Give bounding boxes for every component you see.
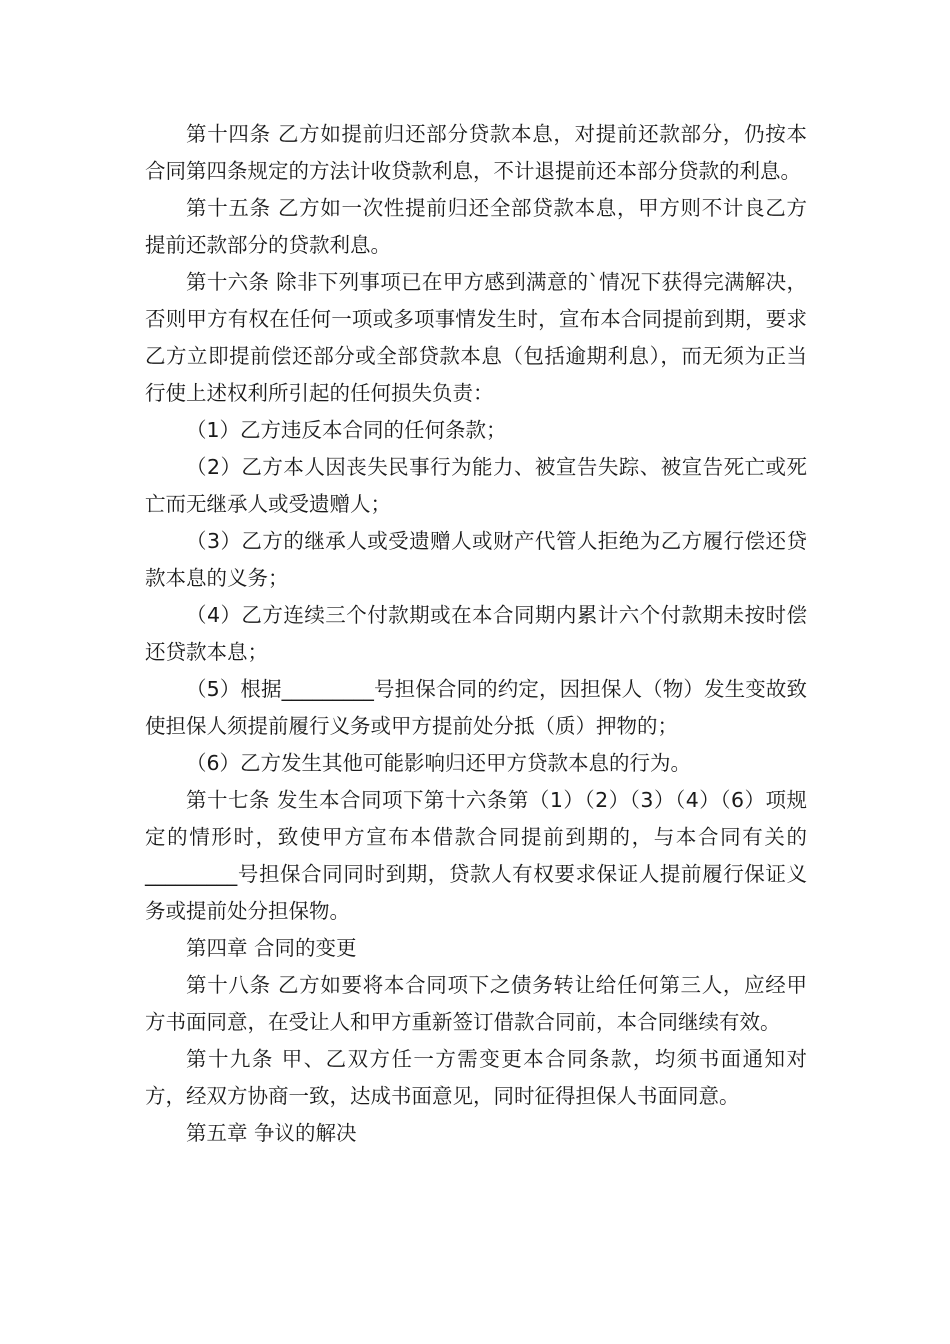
article-16-item-2: （2）乙方本人因丧失民事行为能力、被宣告失踪、被宣告死亡或死亡而无继承人或受遗赠人；	[145, 455, 807, 516]
article-16-item-5: （5）根据_________号担保合同的约定，因担保人（物）发生变故致使担保人须提前履行义务或甲方提前处分抵（质）押物的；	[145, 677, 807, 738]
article-14: 第十四条 乙方如提前归还部分贷款本息，对提前还款部分，仍按本合同第四条规定的方法计收贷款利息，不计退提前还本部分贷款的利息。	[145, 122, 807, 183]
article-18: 第十八条 乙方如要将本合同项下之债务转让给任何第三人，应经甲方书面同意，在受让人和甲方重新签订借款合同前，本合同继续有效。	[145, 973, 807, 1034]
article-17: 第十七条 发生本合同项下第十六条第（1）（2）（3）（4）（6）项规定的情形时，致使甲方宣布本借款合同提前到期的，与本合同有关的_________号担保合同同时到期，贷款人有权要求保证人提前履行保证义务或提前处分担保物。	[145, 788, 807, 923]
article-16-item-1: （1）乙方违反本合同的任何条款；	[186, 418, 507, 442]
article-16-item-4: （4）乙方连续三个付款期或在本合同期内累计六个付款期未按时偿还贷款本息；	[145, 603, 807, 664]
chapter-5-heading: 第五章 争议的解决	[186, 1121, 357, 1145]
article-16: 第十六条 除非下列事项已在甲方感到满意的`情况下获得完满解决，否则甲方有权在任何一项或多项事情发生时，宣布本合同提前到期，要求乙方立即提前偿还部分或全部贷款本息（包括逾期利息），而无须为正当行使上述权利所引起的任何损失负责：	[145, 270, 807, 405]
article-15: 第十五条 乙方如一次性提前归还全部贷款本息，甲方则不计良乙方提前还款部分的贷款利息。	[145, 196, 807, 257]
article-16-item-6: （6）乙方发生其他可能影响归还甲方贷款本息的行为。	[186, 751, 692, 775]
article-19: 第十九条 甲、乙双方任一方需变更本合同条款，均须书面通知对方，经双方协商一致，达成书面意见，同时征得担保人书面同意。	[145, 1047, 807, 1108]
chapter-4-heading: 第四章 合同的变更	[186, 936, 357, 960]
contract-page	[145, 116, 807, 1152]
article-16-item-3: （3）乙方的继承人或受遗赠人或财产代管人拒绝为乙方履行偿还贷款本息的义务；	[145, 529, 807, 590]
